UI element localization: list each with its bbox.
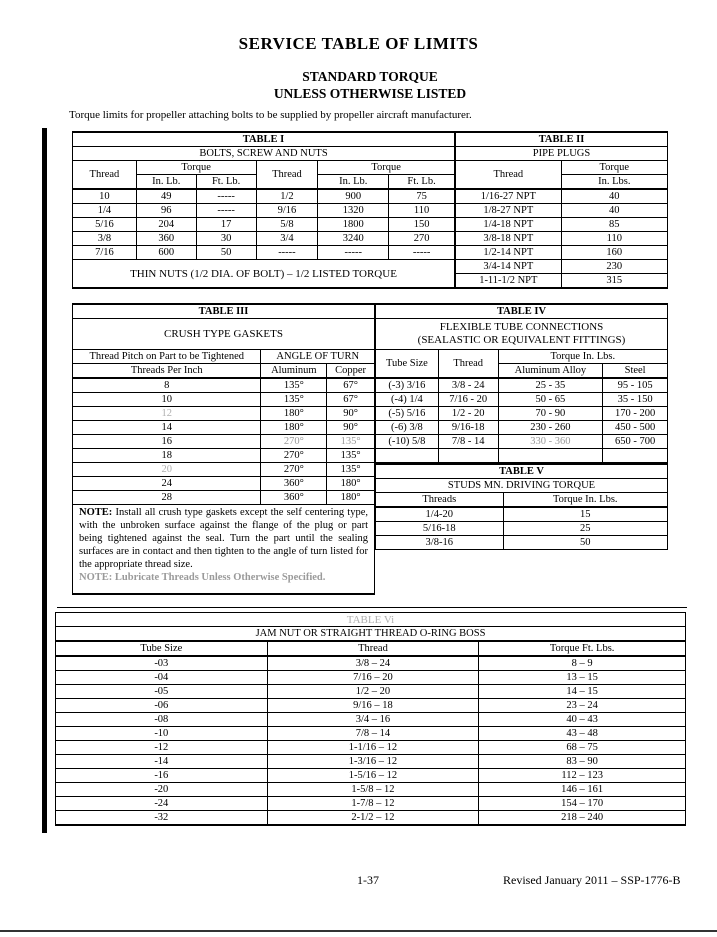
table-row: (-4) 1/4 7/16 - 20 50 - 65 35 - 150 xyxy=(376,393,668,407)
note2-text: Lubricate Threads Unless Otherwise Specified. xyxy=(114,572,326,583)
table-row: -16 1-5/16 – 12 112 – 123 xyxy=(56,769,686,783)
t3-col-tpi: Threads Per Inch xyxy=(73,364,261,379)
t4-col-tube: Tube Size xyxy=(376,350,439,379)
table-6-title: TABLE Vi xyxy=(56,613,686,627)
table-6-subtitle: JAM NUT OR STRAIGHT THREAD O-RING BOSS xyxy=(56,627,686,642)
table-5-subtitle: STUDS MN. DRIVING TORQUE xyxy=(376,479,668,493)
t6-col-torque: Torque Ft. Lbs. xyxy=(479,641,686,656)
t5-col-threads: Threads xyxy=(376,493,504,508)
table-row: -10 7/8 – 14 43 – 48 xyxy=(56,727,686,741)
table-row: 1/4 96 ----- 9/16 1320 110 xyxy=(73,204,455,218)
section-divider xyxy=(57,607,687,608)
table-row: (-3) 3/16 3/8 - 24 25 - 35 95 - 105 xyxy=(376,378,668,393)
table-row: 3/4-14 NPT 230 xyxy=(456,260,668,274)
table-row: 16 270° 135° xyxy=(73,435,375,449)
t1-col-ftlb-left: Ft. Lb. xyxy=(196,175,256,190)
table-3 xyxy=(72,303,375,595)
t1-col-inlb-right: In. Lb. xyxy=(318,175,389,190)
intro-text: Torque limits for propeller attaching bolts to be supplied by propeller aircraft manufacturer. xyxy=(69,109,472,121)
table-row: 10 49 ----- 1/2 900 75 xyxy=(73,189,455,204)
revision-note: Revised January 2011 – SSP-1776-B xyxy=(503,873,681,887)
table-row: 5/16 204 17 5/8 1800 150 xyxy=(73,218,455,232)
table-4-subtitle xyxy=(376,319,668,350)
table-row: -05 1/2 – 20 14 – 15 xyxy=(56,685,686,699)
table-row: 28 360° 180° xyxy=(73,491,375,505)
revision-bar xyxy=(42,128,47,833)
table-1-subtitle: BOLTS, SCREW AND NUTS xyxy=(73,147,455,161)
t4-col-thread: Thread xyxy=(438,350,498,379)
table-row: 24 360° 180° xyxy=(73,477,375,491)
t6-col-thread: Thread xyxy=(267,641,479,656)
t1-col-thread-left: Thread xyxy=(73,161,137,190)
table-1-note: THIN NUTS (1/2 DIA. OF BOLT) – 1/2 LISTED TORQUE xyxy=(73,260,455,289)
table-row: 20 270° 135° xyxy=(73,463,375,477)
table-row: 8 135° 67° xyxy=(73,378,375,393)
t4-col-steel: Steel xyxy=(603,364,668,379)
table-row: -32 2-1/2 – 12 218 – 240 xyxy=(56,811,686,826)
table-row: (-6) 3/8 9/16-18 230 - 260 450 - 500 xyxy=(376,421,668,435)
t4-col-torque: Torque In. Lbs. xyxy=(498,350,667,364)
table-row: -20 1-5/8 – 12 146 – 161 xyxy=(56,783,686,797)
table-row: 1/4-18 NPT 85 xyxy=(456,218,668,232)
table-row: 1/4-20 15 xyxy=(376,507,668,522)
t2-col-inlbs: In. Lbs. xyxy=(561,175,667,190)
table-row: -24 1-7/8 – 12 154 – 170 xyxy=(56,797,686,811)
table-row: 3/8 360 30 3/4 3240 270 xyxy=(73,232,455,246)
table-3-title: TABLE III xyxy=(73,304,375,319)
table-row: -03 3/8 – 24 8 – 9 xyxy=(56,656,686,671)
table-row: 1/8-27 NPT 40 xyxy=(456,204,668,218)
table-row: 10 135° 67° xyxy=(73,393,375,407)
page-subtitle xyxy=(0,68,717,102)
table-3-subtitle: CRUSH TYPE GASKETS xyxy=(73,319,375,350)
t6-col-tube: Tube Size xyxy=(56,641,268,656)
note-text: Install all crush type gaskets except the self centering type, with the unbroken surface against the flange of the plug or part being tightened against the seal. Turn the part until the sealing surfaces are in contact and then tighten to the angle of turn listed for the appropriate thread size. xyxy=(79,507,369,570)
page-number: 1-37 xyxy=(357,873,379,887)
t3-col-angle: ANGLE OF TURN xyxy=(261,350,375,364)
table-row: 18 270° 135° xyxy=(73,449,375,463)
subtitle-line-1: STANDARD TORQUE xyxy=(302,69,438,84)
t1-col-ftlb-right: Ft. Lb. xyxy=(389,175,455,190)
table-row: -08 3/4 – 16 40 – 43 xyxy=(56,713,686,727)
table-row: -06 9/16 – 18 23 – 24 xyxy=(56,699,686,713)
t3-col-pitch: Thread Pitch on Part to be Tightened xyxy=(73,350,261,364)
table-1-title: TABLE I xyxy=(73,132,455,147)
t2-col-torque: Torque xyxy=(561,161,667,175)
t2-col-thread: Thread xyxy=(456,161,562,190)
t4-col-al: Aluminum Alloy xyxy=(498,364,603,379)
table-row: 1/16-27 NPT 40 xyxy=(456,189,668,204)
table-row: (-5) 5/16 1/2 - 20 70 - 90 170 - 200 xyxy=(376,407,668,421)
bottom-rule xyxy=(0,930,717,932)
t5-col-torque: Torque In. Lbs. xyxy=(503,493,667,508)
table-5 xyxy=(375,463,668,550)
table-row: 3/8-16 50 xyxy=(376,536,668,550)
t4-subtitle-line-1: FLEXIBLE TUBE CONNECTIONS xyxy=(439,321,604,333)
table-row: 1-11-1/2 NPT 315 xyxy=(456,274,668,289)
note-label: NOTE: xyxy=(79,507,113,518)
table-row: -12 1-1/16 – 12 68 – 75 xyxy=(56,741,686,755)
table-4-title: TABLE IV xyxy=(376,304,668,319)
table-2-subtitle: PIPE PLUGS xyxy=(456,147,668,161)
t3-col-al: Aluminum xyxy=(261,364,327,379)
t1-col-inlb-left: In. Lb. xyxy=(136,175,196,190)
table-2-title: TABLE II xyxy=(456,132,668,147)
t1-col-torque-right: Torque xyxy=(318,161,455,175)
table-row: -14 1-3/16 – 12 83 – 90 xyxy=(56,755,686,769)
table-6 xyxy=(55,612,686,826)
table-3-note xyxy=(73,505,375,595)
table-row: 5/16-18 25 xyxy=(376,522,668,536)
table-1 xyxy=(72,131,455,289)
note2-label: NOTE: xyxy=(79,572,113,583)
table-5-title: TABLE V xyxy=(376,464,668,479)
table-row: 3/8-18 NPT 110 xyxy=(456,232,668,246)
table-row: 1/2-14 NPT 160 xyxy=(456,246,668,260)
table-2 xyxy=(455,131,668,289)
subtitle-line-2: UNLESS OTHERWISE LISTED xyxy=(273,86,467,101)
t4-subtitle-line-2: (SEALASTIC OR EQUIVALENT FITTINGS) xyxy=(417,334,626,346)
table-4 xyxy=(375,303,668,463)
table-row: 12 180° 90° xyxy=(73,407,375,421)
page-title: SERVICE TABLE OF LIMITS xyxy=(238,34,479,53)
table-row: -04 7/16 – 20 13 – 15 xyxy=(56,671,686,685)
t1-col-torque-left: Torque xyxy=(136,161,256,175)
table-row: 14 180° 90° xyxy=(73,421,375,435)
t1-col-thread-right: Thread xyxy=(256,161,318,190)
t3-col-cu: Copper xyxy=(327,364,375,379)
table-row: 7/16 600 50 ----- ----- ----- xyxy=(73,246,455,260)
table-row: (-10) 5/8 7/8 - 14 330 - 360 650 - 700 xyxy=(376,435,668,449)
